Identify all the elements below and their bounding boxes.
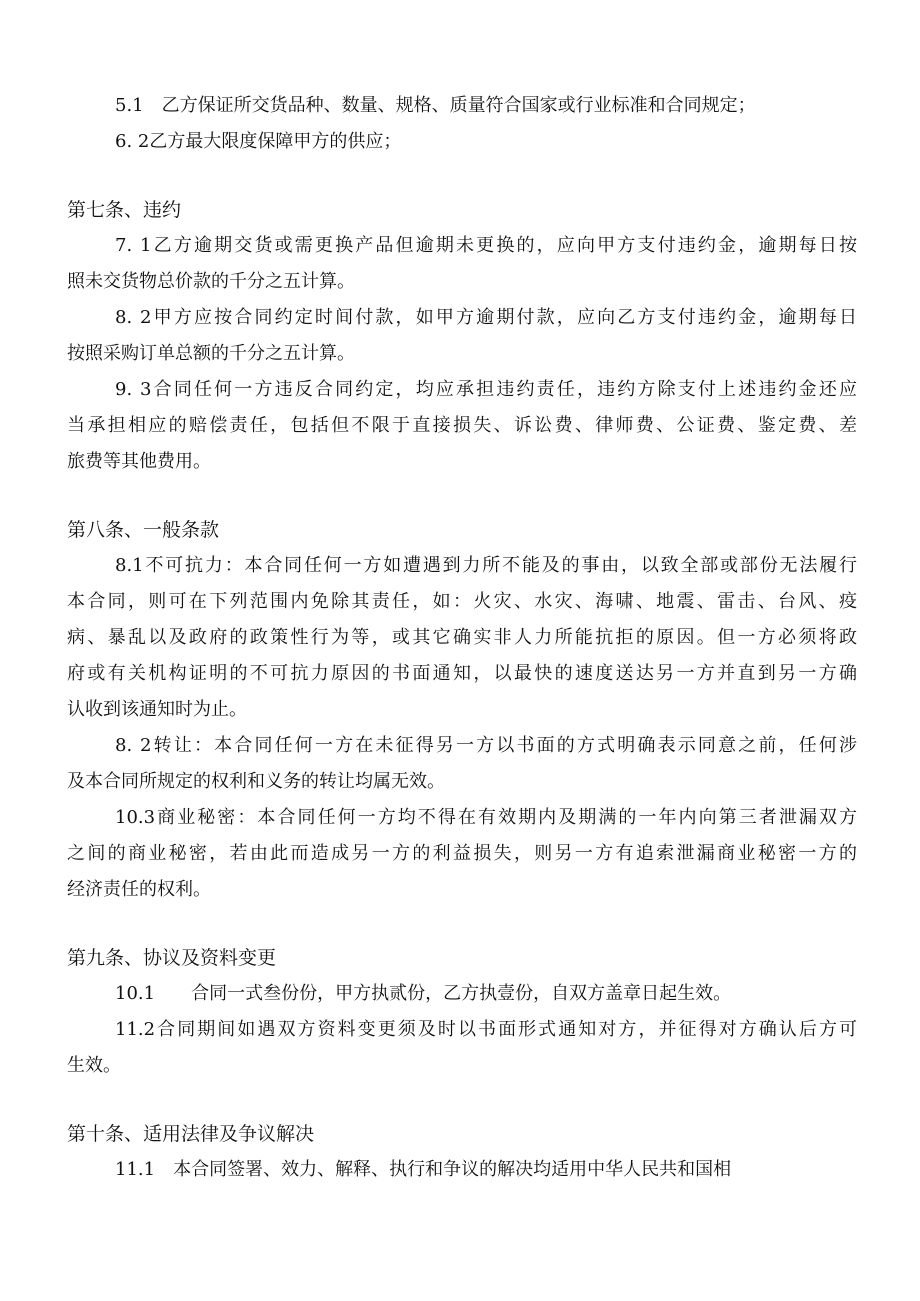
clause-8-2b-line-1: 8. 2转让：本合同任何一方在未征得另一方以书面的方式明确表示同意之前，任何涉: [115, 735, 857, 756]
clause-8-1-line-4: 府或有关机构证明的不可抗力原因的书面通知，以最快的速度送达另一方并直到另一方确: [67, 663, 857, 684]
clause-8-1-line-5: 认收到该通知时为止。: [67, 699, 247, 720]
clause-10-3-line-2: 之间的商业秘密，若由此而造成另一方的利益损失，则另一方有追索泄漏商业秘密一方的: [67, 843, 857, 864]
clause-9-3-line-3: 旅费等其他费用。: [67, 451, 211, 472]
clause-10-3-line-1: 10.3商业秘密：本合同任何一方均不得在有效期内及期满的一年内向第三者泄漏双方: [115, 807, 857, 828]
clause-8-1-line-1: 8.1不可抗力：本合同任何一方如遭遇到力所不能及的事由，以致全部或部份无法履行: [115, 555, 857, 576]
clause-7-1-line-1: 7. 1乙方逾期交货或需更换产品但逾期未更换的，应向甲方支付违约金，逾期每日按: [115, 235, 857, 256]
clause-11-2-line-2: 生效。: [67, 1055, 121, 1076]
clause-9-3-line-2: 当承担相应的赔偿责任，包括但不限于直接损失、诉讼费、律师费、公证费、鉴定费、差: [67, 415, 857, 436]
section-gap: [67, 908, 857, 940]
clause-8-1-line-3: 病、暴乱以及政府的政策性行为等，或其它确实非人力所能抗拒的原因。但一方必须将政: [67, 627, 857, 648]
clause-8-2-line-2: 按照采购订单总额的千分之五计算。: [67, 343, 355, 364]
clause-8-1-line-2: 本合同，则可在下列范围内免除其责任，如：火灾、水灾、海啸、地震、雷击、台风、疫: [67, 591, 857, 612]
clause-8-2b-line-2: 及本合同所规定的权利和义务的转让均属无效。: [67, 771, 445, 792]
clause-9-3-line-1: 9. 3合同任何一方违反合同约定，均应承担违约责任，违约方除支付上述违约金还应: [115, 379, 857, 400]
section-heading-article-9: 第九条、协议及资料变更: [67, 947, 277, 969]
clause-6-2: 6. 2乙方最大限度保障甲方的供应；: [115, 131, 402, 152]
clause-8-2-line-1: 8. 2甲方应按合同约定时间付款，如甲方逾期付款，应向乙方支付违约金，逾期每日: [115, 307, 857, 328]
clause-10-1: 10.1 合同一式叁份份，甲方执贰份，乙方执壹份，自双方盖章日起生效。: [115, 983, 732, 1004]
contract-page: [67, 88, 857, 1188]
clause-11-1: 11.1 本合同签署、效力、解释、执行和争议的解决均适用中华人民共和国相: [115, 1159, 732, 1180]
clause-10-3-line-3: 经济责任的权利。: [67, 879, 211, 900]
clause-11-2-line-1: 11.2合同期间如遇双方资料变更须及时以书面形式通知对方，并征得对方确认后方可: [115, 1019, 857, 1040]
section-heading-article-7: 第七条、违约: [67, 199, 182, 221]
section-gap: [67, 160, 857, 192]
section-heading-article-8: 第八条、一般条款: [67, 519, 220, 541]
clause-5-1: 5.1 乙方保证所交货品种、数量、规格、质量符合国家或行业标准和合同规定；: [115, 95, 756, 116]
section-gap: [67, 480, 857, 512]
clause-7-1-line-2: 照未交货物总价款的千分之五计算。: [67, 271, 355, 292]
section-heading-article-10: 第十条、适用法律及争议解决: [67, 1123, 315, 1145]
section-gap: [67, 1084, 857, 1116]
